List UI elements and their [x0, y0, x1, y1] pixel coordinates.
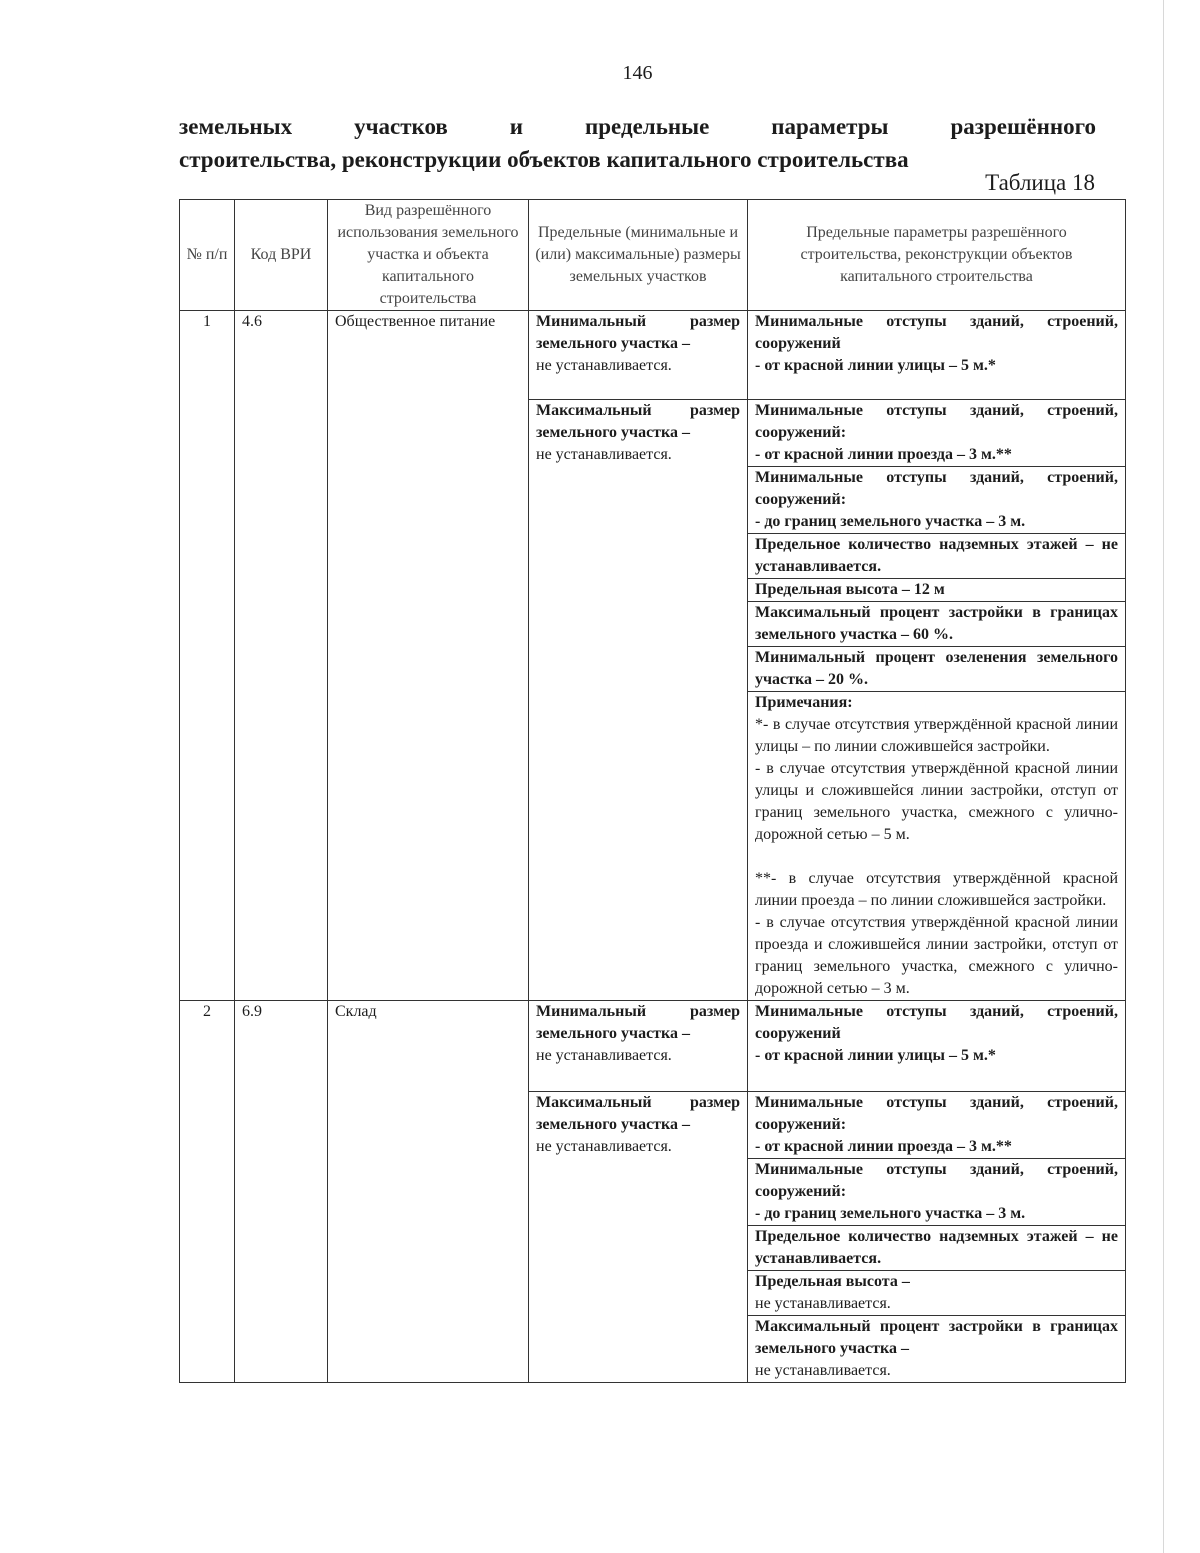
- param-text: Минимальные отступы зданий, строений, сооружений: [755, 1003, 1118, 1042]
- min-size-value: не устанавливается.: [536, 357, 672, 374]
- min-size-value: не устанавливается.: [536, 1047, 672, 1064]
- note-text: - в случае отсутствия утверждённой красной линии проезда и сложившейся линии застройки, отступ от границ земельного участка, смежного с улично-дорожной сетью – 3 м.: [755, 914, 1118, 997]
- cell-param: [748, 400, 1126, 467]
- cell-num: 1: [180, 311, 235, 1001]
- param-text: Минимальные отступы зданий, строений, сооружений:: [755, 1094, 1118, 1133]
- param-text: Минимальные отступы зданий, строений, сооружений:: [755, 469, 1118, 508]
- param-value: - от красной линии проезда – 3 м.**: [755, 1138, 1012, 1155]
- cell-param: Максимальный процент застройки в границах земельного участка – 60 %.: [748, 602, 1126, 647]
- cell-type: Склад: [328, 1001, 529, 1383]
- param-text: Максимальный процент застройки в границах земельного участка –: [755, 1318, 1118, 1357]
- max-size-value: не устанавливается.: [536, 446, 672, 463]
- cell-code: 4.6: [235, 311, 328, 1001]
- cell-num: 2: [180, 1001, 235, 1383]
- max-size-label: Максимальный размер земельного участка –: [536, 1094, 740, 1133]
- cell-code: 6.9: [235, 1001, 328, 1383]
- cell-param: [748, 467, 1126, 534]
- cell-max-size: [529, 1092, 748, 1383]
- notes-title: Примечания:: [755, 694, 853, 711]
- header-params: Предельные параметры разрешённого строительства, реконструкции объектов капитального строительства: [748, 200, 1126, 311]
- cell-param: Предельная высота – 12 м: [748, 579, 1126, 602]
- note-text: **- в случае отсутствия утверждённой красной линии проезда – по линии сложившейся застройки.: [755, 870, 1118, 909]
- max-size-label: Максимальный размер земельного участка –: [536, 402, 740, 441]
- max-size-value: не устанавливается.: [536, 1138, 672, 1155]
- scan-edge-line: [1163, 0, 1164, 1553]
- table-header-row: [180, 200, 1126, 311]
- cell-param: [748, 1316, 1126, 1383]
- param-value: не устанавливается.: [755, 1362, 891, 1379]
- param-value: - до границ земельного участка – 3 м.: [755, 1205, 1026, 1222]
- page-number: 146: [622, 62, 653, 84]
- table-row: [180, 311, 1126, 400]
- cell-param: [748, 311, 1126, 400]
- cell-param: [748, 1001, 1126, 1092]
- cell-type: Общественное питание: [328, 311, 529, 1001]
- cell-param: [748, 1159, 1126, 1226]
- table-row: [180, 1001, 1126, 1092]
- param-text: Минимальные отступы зданий, строений, сооружений: [755, 313, 1118, 352]
- param-value: - от красной линии проезда – 3 м.**: [755, 446, 1012, 463]
- min-size-label: Минимальный размер земельного участка –: [536, 1003, 740, 1042]
- param-value: - до границ земельного участка – 3 м.: [755, 513, 1026, 530]
- cell-param: [748, 1271, 1126, 1316]
- header-sizes: Предельные (минимальные и (или) максимальные) размеры земельных участков: [529, 200, 748, 311]
- cell-min-size: [529, 1001, 748, 1092]
- heading-line-1: земельных участков и предельные параметры разрешённого: [179, 114, 1096, 139]
- param-value: не устанавливается.: [755, 1295, 891, 1312]
- cell-param: Предельное количество надземных этажей – не устанавливается.: [748, 534, 1126, 579]
- cell-param: [748, 1092, 1126, 1159]
- param-value: - от красной линии улицы – 5 м.*: [755, 357, 996, 374]
- cell-max-size: [529, 400, 748, 1001]
- heading-line-2: строительства, реконструкции объектов капитального строительства: [179, 147, 909, 172]
- header-code: Код ВРИ: [235, 200, 328, 311]
- cell-param: Минимальный процент озеленения земельного участка – 20 %.: [748, 647, 1126, 692]
- header-num: № п/п: [180, 200, 235, 311]
- param-value: - от красной линии улицы – 5 м.*: [755, 1047, 996, 1064]
- cell-param: Предельное количество надземных этажей – не устанавливается.: [748, 1226, 1126, 1271]
- param-text: Минимальные отступы зданий, строений, сооружений:: [755, 1161, 1118, 1200]
- cell-min-size: [529, 311, 748, 400]
- param-text: Минимальные отступы зданий, строений, сооружений:: [755, 402, 1118, 441]
- note-text: - в случае отсутствия утверждённой красной линии улицы и сложившейся линии застройки, отступ от границ земельного участка, смежного с улично-дорожной сетью – 5 м.: [755, 760, 1118, 843]
- param-text: Предельная высота –: [755, 1273, 910, 1290]
- page-heading: [179, 110, 1096, 176]
- header-type: Вид разрешённого использования земельного участка и объекта капитального строительства: [328, 200, 529, 311]
- note-text: *- в случае отсутствия утверждённой красной линии улицы – по линии сложившейся застройки.: [755, 716, 1118, 755]
- min-size-label: Минимальный размер земельного участка –: [536, 313, 740, 352]
- regulations-table: [179, 199, 1126, 1383]
- cell-notes: [748, 692, 1126, 1001]
- table-caption: Таблица 18: [985, 170, 1095, 195]
